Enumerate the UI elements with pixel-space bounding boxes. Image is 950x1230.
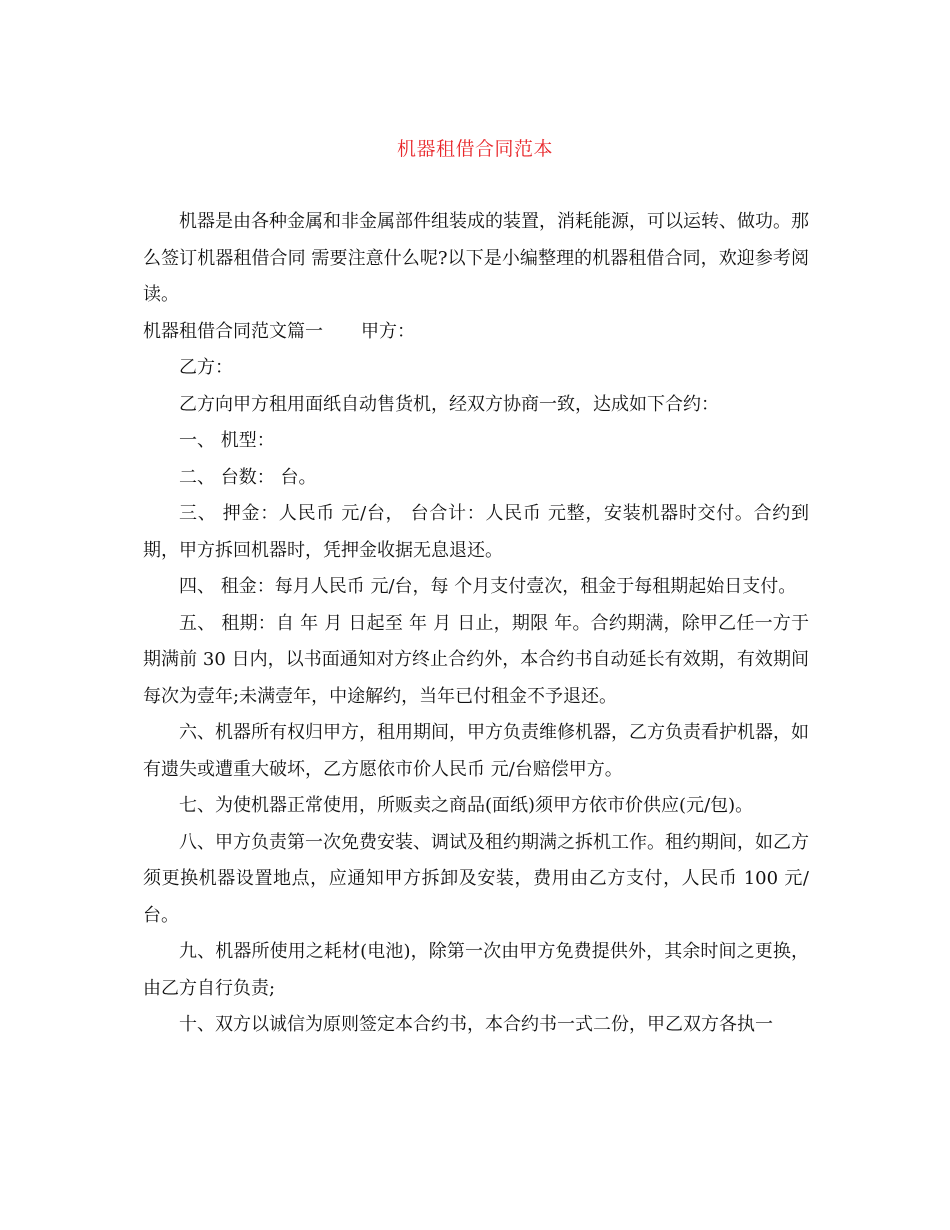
clause-2-quantity: 二、 台数： 台。 xyxy=(179,466,317,488)
clause-4-rent: 四、 租金：每月人民币 元/台，每 个月支付壹次，租金于每租期起始日支付。 xyxy=(179,576,797,597)
party-b-label: 乙方： xyxy=(179,357,233,378)
document-body xyxy=(143,204,809,1044)
clause-1-model: 一、 机型： xyxy=(179,430,275,451)
document-title: 机器租借合同范本 xyxy=(396,138,553,160)
clause-5-term: 五、 租期：自 年 月 日起至 年 月 日止，期限 年。合约期满，除甲乙任一方于期满前 30 日内，以书面通知对方终止合约外，本合约书自动延长有效期，有效期间每次为壹年;未满壹年，中途解约，当年已付租金不予退还。 xyxy=(143,612,809,707)
party-a-label: 甲方： xyxy=(361,320,415,342)
clause-3-deposit: 三、 押金：人民币 元/台， 台合计：人民币 元整，安装机器时交付。合约到期，甲方拆回机器时，凭押金收据无息退还。 xyxy=(143,503,809,561)
clause-8-installation: 八、甲方负责第一次免费安装、调试及租约期满之拆机工作。租约期间，如乙方须更换机器设置地点，应通知甲方拆卸及安装，费用由乙方支付，人民币 100 元/台。 xyxy=(143,831,809,926)
section-heading-line xyxy=(143,314,809,351)
clause-6-ownership: 六、机器所有权归甲方，租用期间，甲方负责维修机器，乙方负责看护机器，如有遗失或遭重大破坏，乙方愿依市价人民币 元/台赔偿甲方。 xyxy=(143,722,809,780)
intro-paragraph: 机器是由各种金属和非金属部件组装成的装置，消耗能源，可以运转、做功。那么签订机器租借合同 需要注意什么呢?以下是小编整理的机器租借合同，欢迎参考阅读。 xyxy=(143,211,809,305)
clause-7-supply: 七、为使机器正常使用，所贩卖之商品(面纸)须甲方依市价供应(元/包)。 xyxy=(179,795,754,816)
section-heading: 机器租借合同范文篇一 xyxy=(143,320,323,342)
clause-10-copies: 十、双方以诚信为原则签定本合约书，本合约书一式二份，甲乙双方各执一 xyxy=(179,1014,773,1035)
paragraph-agreement: 乙方向甲方租用面纸自动售货机，经双方协商一致，达成如下合约： xyxy=(179,393,719,415)
clause-9-consumables: 九、机器所使用之耗材(电池)，除第一次由甲方免费提供外，其余时间之更换，由乙方自行负责; xyxy=(143,941,809,999)
